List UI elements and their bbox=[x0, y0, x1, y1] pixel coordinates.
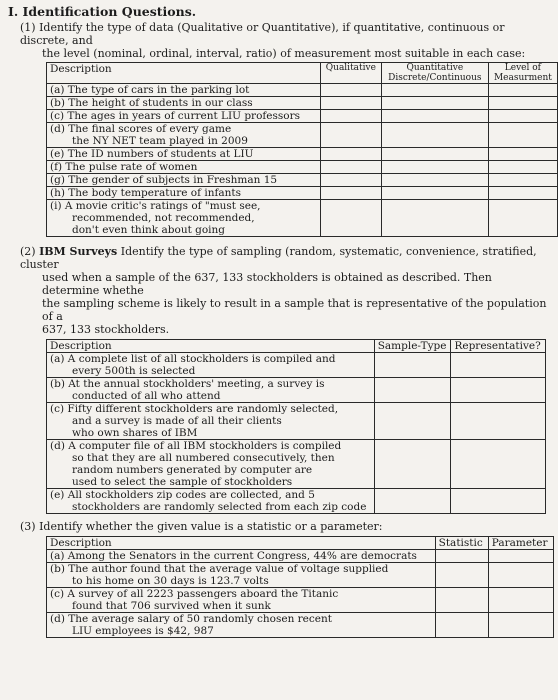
answer-cell[interactable] bbox=[488, 161, 557, 174]
row-description bbox=[47, 123, 321, 148]
answer-cell[interactable] bbox=[381, 161, 488, 174]
question-2-number: (2) bbox=[20, 245, 36, 258]
answer-cell[interactable] bbox=[320, 148, 381, 161]
row-text: (f) The pulse rate of women bbox=[50, 161, 198, 173]
row-text: (g) The gender of subjects in Freshman 15 bbox=[50, 174, 278, 186]
answer-cell[interactable] bbox=[488, 123, 557, 148]
table-row bbox=[47, 84, 558, 97]
answer-cell[interactable] bbox=[451, 440, 546, 489]
row-text: (a) Among the Senators in the current Congress, 44% are democrats bbox=[50, 550, 417, 562]
table-row bbox=[47, 563, 554, 588]
answer-cell[interactable] bbox=[381, 187, 488, 200]
question-1-line-1: (1) Identify the type of data (Qualitative or Quantitative), if quantitative, continuous or discrete, and bbox=[20, 21, 505, 47]
row-text: (c) The ages in years of current LIU professors bbox=[50, 110, 300, 122]
answer-cell[interactable] bbox=[374, 403, 451, 440]
answer-cell[interactable] bbox=[381, 174, 488, 187]
table-row bbox=[47, 378, 546, 403]
answer-cell[interactable] bbox=[488, 550, 553, 563]
header-sample-type: Sample-Type bbox=[374, 340, 451, 353]
table-row bbox=[47, 200, 558, 237]
question-2-line-3: the sampling scheme is likely to result in a sample that is representative of the population of a bbox=[42, 297, 547, 323]
sampling-table bbox=[46, 339, 546, 514]
answer-cell[interactable] bbox=[381, 97, 488, 110]
answer-cell[interactable] bbox=[451, 378, 546, 403]
row-description bbox=[47, 353, 375, 378]
answer-cell[interactable] bbox=[320, 110, 381, 123]
table-row bbox=[47, 187, 558, 200]
answer-cell[interactable] bbox=[381, 84, 488, 97]
answer-cell[interactable] bbox=[320, 161, 381, 174]
row-text: (a) The type of cars in the parking lot bbox=[50, 84, 250, 96]
row-description bbox=[47, 110, 321, 123]
row-text: (a) A complete list of all stockholders is compiled and bbox=[50, 353, 336, 365]
row-text: who own shares of IBM bbox=[72, 427, 198, 439]
question-2-line-2: used when a sample of the 637, 133 stockholders is obtained as described. Then determine whethe bbox=[42, 271, 492, 297]
table-row bbox=[47, 174, 558, 187]
table-row bbox=[47, 403, 546, 440]
answer-cell[interactable] bbox=[451, 489, 546, 514]
table-row bbox=[47, 613, 554, 638]
answer-cell[interactable] bbox=[488, 187, 557, 200]
data-type-table bbox=[46, 62, 558, 237]
answer-cell[interactable] bbox=[320, 187, 381, 200]
row-text: (d) A computer file of all IBM stockholders is compiled bbox=[50, 440, 342, 452]
row-text: (b) The height of students in our class bbox=[50, 97, 253, 109]
answer-cell[interactable] bbox=[451, 403, 546, 440]
question-1-line-2: the level (nominal, ordinal, interval, ratio) of measurement most suitable in each case: bbox=[42, 47, 526, 60]
row-text: (d) The final scores of every game bbox=[50, 123, 232, 135]
row-description bbox=[47, 187, 321, 200]
answer-cell[interactable] bbox=[320, 174, 381, 187]
answer-cell[interactable] bbox=[451, 353, 546, 378]
table-row bbox=[47, 588, 554, 613]
answer-cell[interactable] bbox=[320, 97, 381, 110]
row-text: used to select the sample of stockholders bbox=[72, 476, 293, 488]
row-description bbox=[47, 148, 321, 161]
header-level-line-1: Level of bbox=[504, 63, 541, 73]
table-row bbox=[47, 489, 546, 514]
row-text: (e) All stockholders zip codes are collected, and 5 bbox=[50, 489, 315, 501]
header-description: Description bbox=[47, 63, 321, 84]
answer-cell[interactable] bbox=[488, 84, 557, 97]
row-description bbox=[47, 588, 436, 613]
row-text: (d) The average salary of 50 randomly chosen recent bbox=[50, 613, 332, 625]
answer-cell[interactable] bbox=[374, 378, 451, 403]
table-row bbox=[47, 550, 554, 563]
header-representative: Representative? bbox=[451, 340, 546, 353]
row-text: every 500th is selected bbox=[72, 365, 196, 377]
header-level-of-measurement bbox=[488, 63, 557, 84]
row-text: and a survey is made of all their clients bbox=[72, 415, 282, 427]
header-discrete-continuous: Discrete/Continuous bbox=[388, 73, 482, 83]
row-text: (i) A movie critic's ratings of "must see, bbox=[50, 200, 261, 212]
answer-cell[interactable] bbox=[488, 563, 553, 588]
statistic-parameter-table bbox=[46, 536, 554, 638]
table-row bbox=[47, 110, 558, 123]
header-statistic: Statistic bbox=[435, 537, 488, 550]
answer-cell[interactable] bbox=[320, 200, 381, 237]
row-text: LIU employees is $42, 987 bbox=[72, 625, 214, 637]
header-quantitative-label: Quantitative bbox=[406, 63, 464, 73]
answer-cell[interactable] bbox=[374, 489, 451, 514]
row-text: (h) The body temperature of infants bbox=[50, 187, 241, 199]
answer-cell[interactable] bbox=[374, 440, 451, 489]
question-3-prompt bbox=[20, 520, 548, 533]
row-text: (c) Fifty different stockholders are randomly selected, bbox=[50, 403, 339, 415]
answer-cell[interactable] bbox=[374, 353, 451, 378]
header-description: Description bbox=[47, 537, 436, 550]
answer-cell[interactable] bbox=[435, 588, 488, 613]
answer-cell[interactable] bbox=[381, 148, 488, 161]
row-description bbox=[47, 97, 321, 110]
row-text: found that 706 survived when it sunk bbox=[72, 600, 271, 612]
row-description bbox=[47, 161, 321, 174]
table-row bbox=[47, 440, 546, 489]
row-description bbox=[47, 563, 436, 588]
row-description bbox=[47, 550, 436, 563]
row-description bbox=[47, 174, 321, 187]
row-text: don't even think about going bbox=[72, 224, 226, 236]
table-row bbox=[47, 123, 558, 148]
row-description bbox=[47, 613, 436, 638]
header-qualitative: Qualitative bbox=[320, 63, 381, 84]
question-2-title: IBM Surveys bbox=[39, 245, 118, 258]
row-description bbox=[47, 200, 321, 237]
row-text: conducted of all who attend bbox=[72, 390, 221, 402]
row-text: the NY NET team played in 2009 bbox=[72, 135, 248, 147]
table-row bbox=[47, 353, 546, 378]
row-description bbox=[47, 440, 375, 489]
answer-cell[interactable] bbox=[488, 588, 553, 613]
header-description: Description bbox=[47, 340, 375, 353]
answer-cell[interactable] bbox=[488, 174, 557, 187]
header-parameter: Parameter bbox=[488, 537, 553, 550]
row-text: (e) The ID numbers of students at LIU bbox=[50, 148, 254, 160]
question-3-line-1: (3) Identify whether the given value is a statistic or a parameter: bbox=[20, 520, 383, 533]
row-text: to his home on 30 days is 123.7 volts bbox=[72, 575, 269, 587]
answer-cell[interactable] bbox=[381, 123, 488, 148]
row-description bbox=[47, 378, 375, 403]
answer-cell[interactable] bbox=[488, 110, 557, 123]
row-text: so that they are all numbered consecutively, then bbox=[72, 452, 335, 464]
table-row bbox=[47, 161, 558, 174]
row-text: (c) A survey of all 2223 passengers aboard the Titanic bbox=[50, 588, 339, 600]
answer-cell[interactable] bbox=[488, 613, 553, 638]
table-row bbox=[47, 148, 558, 161]
answer-cell[interactable] bbox=[435, 613, 488, 638]
question-1-prompt bbox=[20, 21, 548, 60]
row-description bbox=[47, 84, 321, 97]
row-text: (b) The author found that the average value of voltage supplied bbox=[50, 563, 389, 575]
row-text: random numbers generated by computer are bbox=[72, 464, 313, 476]
row-text: recommended, not recommended, bbox=[72, 212, 255, 224]
answer-cell[interactable] bbox=[381, 110, 488, 123]
answer-cell[interactable] bbox=[488, 97, 557, 110]
answer-cell[interactable] bbox=[381, 200, 488, 237]
answer-cell[interactable] bbox=[320, 84, 381, 97]
question-2-line-4: 637, 133 stockholders. bbox=[42, 323, 170, 336]
answer-cell[interactable] bbox=[320, 123, 381, 148]
answer-cell[interactable] bbox=[435, 550, 488, 563]
answer-cell[interactable] bbox=[435, 563, 488, 588]
question-2-prompt bbox=[20, 245, 548, 336]
row-description bbox=[47, 489, 375, 514]
answer-cell[interactable] bbox=[488, 148, 557, 161]
header-quantitative bbox=[381, 63, 488, 84]
answer-cell[interactable] bbox=[488, 200, 557, 237]
header-level-line-2: Measurment bbox=[493, 73, 552, 83]
question-2-text: Identify the type of sampling (random, systematic, convenience, stratified, cluster bbox=[20, 245, 537, 271]
row-text: (b) At the annual stockholders' meeting, a survey is bbox=[50, 378, 325, 390]
table-row bbox=[47, 97, 558, 110]
row-text: stockholders are randomly selected from each zip code bbox=[72, 501, 367, 513]
question-2-line-1 bbox=[20, 245, 548, 271]
row-description bbox=[47, 403, 375, 440]
page-title: I. Identification Questions. bbox=[8, 4, 197, 19]
